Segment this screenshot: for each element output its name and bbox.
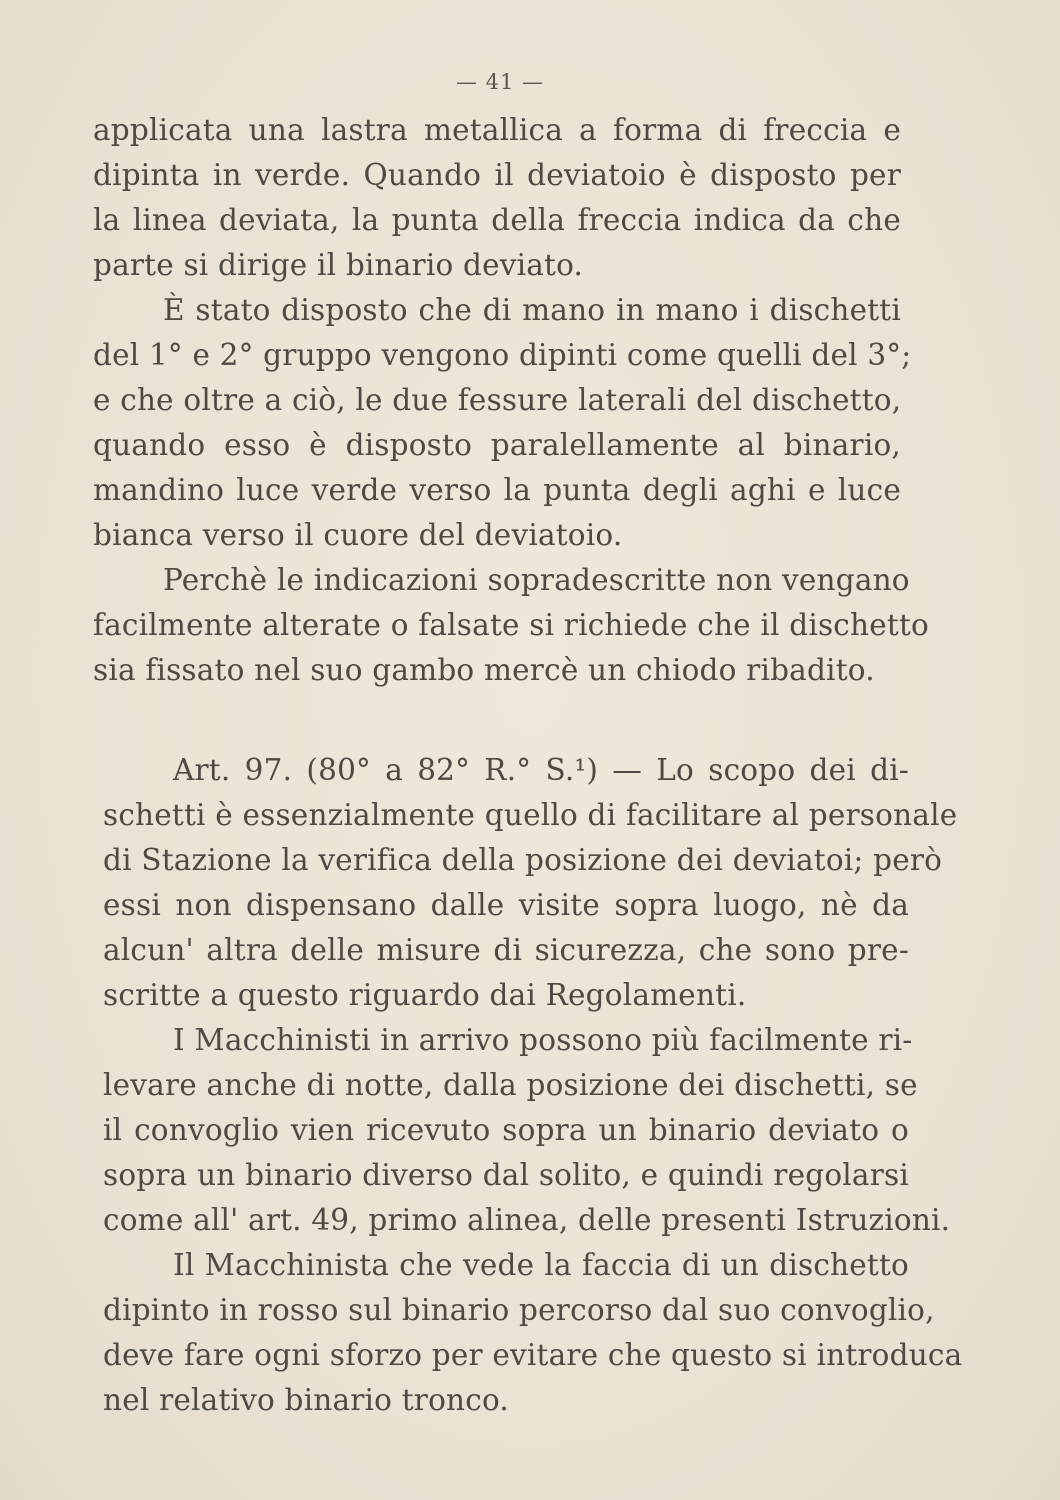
text-line: dipinta in verde. Quando il deviatoio è disposto per	[93, 158, 901, 192]
text-section-1	[93, 108, 929, 693]
text-line: il convoglio vien ricevuto sopra un binario deviato o	[103, 1113, 909, 1147]
text-line: mandino luce verde verso la punta degli aghi e luce	[93, 473, 901, 507]
text-line: di Stazione la verifica della posizione dei deviatoi; però	[103, 843, 943, 877]
text-line: scritte a questo riguardo dai Regolamenti.	[103, 978, 747, 1012]
text-line: deve fare ogni sforzo per evitare che questo si introduca	[103, 1338, 963, 1372]
page-number: — 41 —	[455, 70, 545, 94]
text-section-2	[103, 748, 963, 1423]
text-line: come all' art. 49, primo alinea, delle presenti Istruzioni.	[103, 1203, 951, 1237]
text-line: nel relativo binario tronco.	[103, 1383, 509, 1417]
text-line: facilmente alterate o falsate si richiede che il dischetto	[93, 608, 929, 642]
text-line: bianca verso il cuore del deviatoio.	[93, 518, 623, 552]
text-line: dipinto in rosso sul binario percorso dal suo convoglio,	[103, 1293, 935, 1327]
text-line: applicata una lastra metallica a forma di freccia e	[93, 113, 901, 147]
text-line: sopra un binario diverso dal solito, e quindi regolarsi	[103, 1158, 909, 1192]
text-line: levare anche di notte, dalla posizione dei dischetti, se	[103, 1068, 918, 1102]
text-line: e che oltre a ciò, le due fessure laterali del dischetto,	[93, 383, 902, 417]
text-line: È stato disposto che di mano in mano i dischetti	[163, 293, 901, 327]
text-line: sia fissato nel suo gambo mercè un chiodo ribadito.	[93, 653, 875, 687]
text-line: la linea deviata, la punta della freccia indica da che	[93, 203, 901, 237]
text-line: I Macchinisti in arrivo possono più facilmente ri-	[173, 1023, 913, 1057]
text-line: essi non dispensano dalle visite sopra luogo, nè da	[103, 888, 909, 922]
text-line: alcun' altra delle misure di sicurezza, che sono pre-	[103, 933, 909, 967]
text-line: del 1° e 2° gruppo vengono dipinti come quelli del 3°;	[93, 338, 912, 372]
article-heading-line: Art. 97. (80° a 82° R.° S.¹) — Lo scopo dei di-	[173, 753, 909, 787]
text-line: parte si dirige il binario deviato.	[93, 248, 584, 282]
text-line: Il Macchinista che vede la faccia di un dischetto	[173, 1248, 909, 1282]
text-line: quando esso è disposto paralellamente al binario,	[93, 428, 901, 462]
text-line: schetti è essenzialmente quello di facilitare al personale	[103, 798, 958, 832]
text-line: Perchè le indicazioni sopradescritte non vengano	[163, 563, 910, 597]
